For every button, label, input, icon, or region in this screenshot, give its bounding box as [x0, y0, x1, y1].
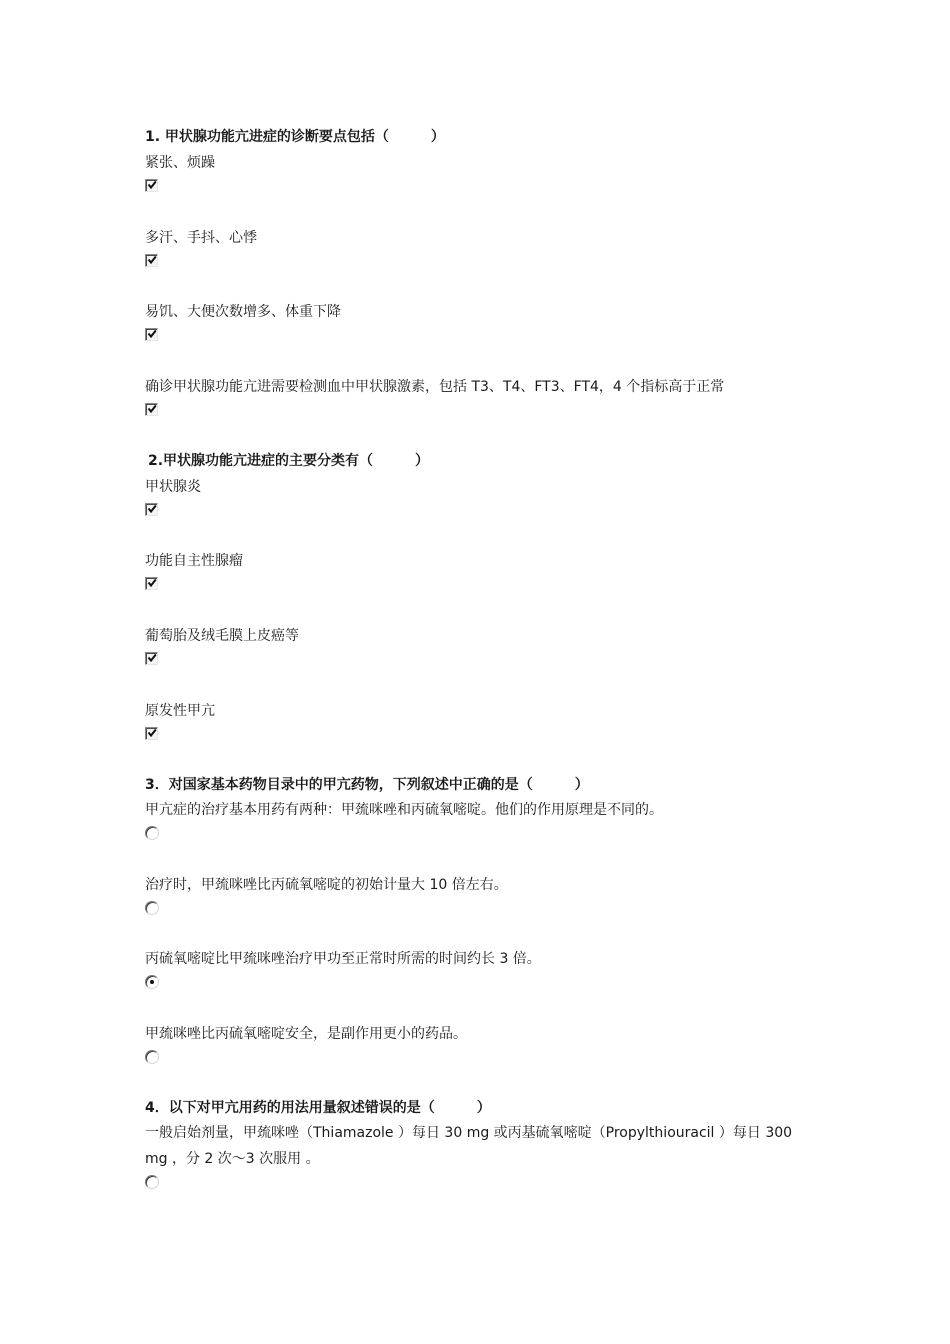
question-4-title: 4．以下对甲亢用药的用法用量叙述错误的是（ ）: [145, 1100, 491, 1116]
question-1-option-4-checkbox[interactable]: [145, 403, 158, 416]
checkmark-icon: [147, 504, 157, 514]
radio-selected-dot-icon: [150, 980, 154, 984]
question-2-option-3-checkbox[interactable]: [145, 652, 158, 665]
question-1-option-1-label: 紧张、烦躁: [145, 155, 215, 171]
question-1-option-4-label: 确诊甲状腺功能亢进需要检测血中甲状腺激素，包括 T3、T4、FT3、FT4，4 个指标高于正常: [145, 379, 725, 395]
question-3-option-4-radio[interactable]: [145, 1050, 159, 1064]
question-1-title: 1. 甲状腺功能亢进症的诊断要点包括（ ）: [145, 129, 445, 145]
checkmark-icon: [147, 404, 157, 414]
question-2-option-1-label: 甲状腺炎: [145, 479, 201, 495]
question-1-option-2-checkbox[interactable]: [145, 254, 158, 267]
checkmark-icon: [147, 653, 157, 663]
question-2-title: 2.甲状腺功能亢进症的主要分类有（ ）: [148, 453, 430, 469]
checkmark-icon: [147, 255, 157, 265]
checkmark-icon: [147, 329, 157, 339]
question-3-option-3-radio[interactable]: [145, 975, 159, 989]
question-3-option-4-label: 甲巯咪唑比丙硫氧嘧啶安全，是副作用更小的药品。: [145, 1026, 467, 1042]
checkmark-icon: [147, 578, 157, 588]
question-1-option-3-label: 易饥、大便次数增多、体重下降: [145, 304, 341, 320]
question-2-option-2-checkbox[interactable]: [145, 577, 158, 590]
question-3-option-2-radio[interactable]: [145, 901, 159, 915]
question-4-option-1-label: 一般启始剂量，甲巯咪唑（Thiamazole ）每日 30 mg 或丙基硫氧嘧啶（Propylthiouracil ）每日 300 mg ，分 2 次～3 次服用 。: [145, 1125, 797, 1167]
question-2-option-4-checkbox[interactable]: [145, 727, 158, 740]
question-3-title: 3．对国家基本药物目录中的甲亢药物，下列叙述中正确的是（ ）: [145, 777, 589, 793]
question-3-option-1-radio[interactable]: [145, 826, 159, 840]
question-1-option-3-checkbox[interactable]: [145, 328, 158, 341]
question-2-option-3-label: 葡萄胎及绒毛膜上皮癌等: [145, 628, 299, 644]
question-2-option-2-label: 功能自主性腺瘤: [145, 553, 243, 569]
question-2-option-1-checkbox[interactable]: [145, 503, 158, 516]
checkmark-icon: [147, 728, 157, 738]
question-4-option-1-radio[interactable]: [145, 1175, 159, 1189]
question-3-option-1-label: 甲亢症的治疗基本用药有两种：甲巯咪唑和丙硫氧嘧啶。他们的作用原理是不同的。: [145, 802, 663, 818]
question-3-option-2-label: 治疗时，甲巯咪唑比丙硫氧嘧啶的初始计量大 10 倍左右。: [145, 877, 508, 893]
question-1-option-2-label: 多汗、手抖、心悸: [145, 230, 257, 246]
question-3-option-3-label: 丙硫氧嘧啶比甲巯咪唑治疗甲功至正常时所需的时间约长 3 倍。: [145, 951, 541, 967]
checkmark-icon: [147, 180, 157, 190]
question-1-option-1-checkbox[interactable]: [145, 179, 158, 192]
question-2-option-4-label: 原发性甲亢: [145, 703, 215, 719]
